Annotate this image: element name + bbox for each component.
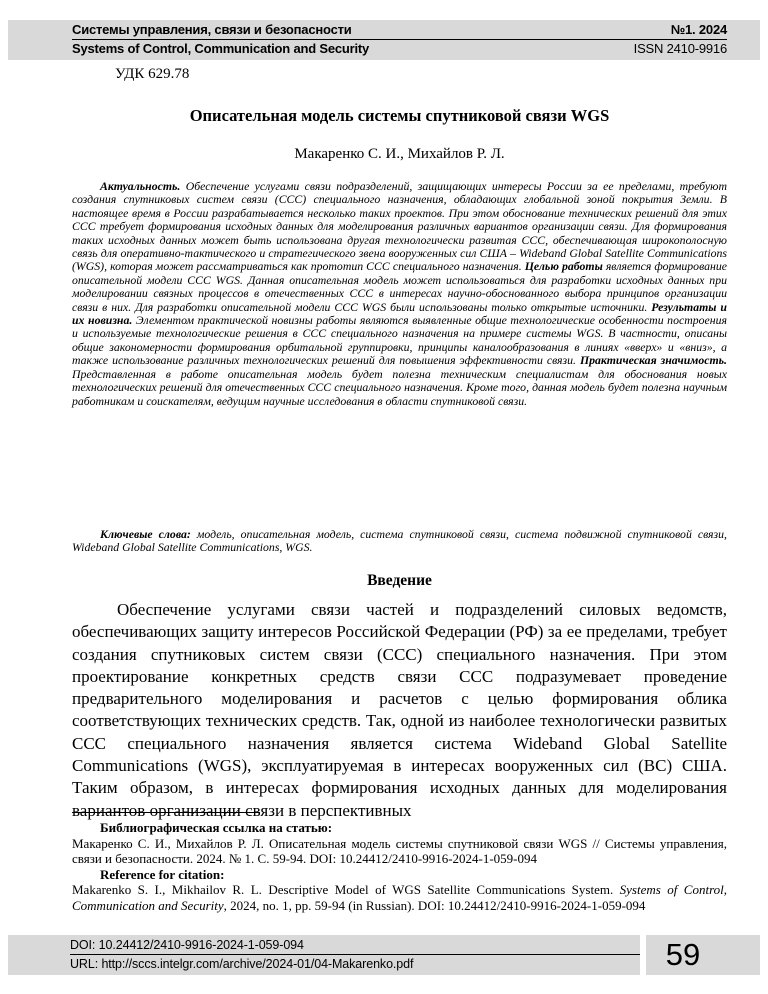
footer-identifier-band xyxy=(8,935,640,975)
keywords-text: модель, описательная модель, система спутниковой связи, система подвижной спутниковой связи, Wideband Global Satellite Communications, WGS. xyxy=(72,527,727,555)
citation-en-journal: Systems of Control, Communication and Security xyxy=(72,882,728,913)
abstract-relevance-label: Актуальность. xyxy=(100,179,181,193)
citation-text-ru: Макаренко С. И., Михайлов Р. Л. Описательная модель системы спутниковой связи WGS // Системы управления, связи и безопасности. 2024. № 1. С. 59-94. DOI: 10.24412/2410-9916-2024-1-059-094 xyxy=(72,835,727,867)
journal-title-en: Systems of Control, Communication and Security xyxy=(72,41,370,56)
abstract-results-text: Элементом практической новизны работы являются выявленные общие технологические особенности построения и используемые технологические решения в ССС специального назначения на примере системы WGS. В частности, описаны общие закономерности формирования орбитальной группировки, принципы каналообразования в линиях «вверх» и «вниз», а также использование различных технологических решений для повышения эффективности связи. xyxy=(72,313,728,368)
abstract-goal-text: является формирование описательной модели ССС WGS. Данная описательная модель может использоваться для разработки исходных данных при моделировании связных процессов в отечественных ССС в интересах научно-обоснованного выбора принципов организации связи в них. Для разработки описательной модели ССС WGS были использованы только открытые источники. xyxy=(72,259,727,314)
issn-number: ISSN 2410-9916 xyxy=(633,41,727,56)
citation-en-details: , 2024, no. 1, pp. 59-94 (in Russian). DOI: 10.24412/2410-9916-2024-1-059-094 xyxy=(223,897,646,913)
citation-label-en: Reference for citation: xyxy=(100,866,225,882)
keywords-paragraph xyxy=(72,528,727,555)
header-row-bottom xyxy=(72,41,727,57)
abstract-goal-label: Целью работы xyxy=(524,259,603,274)
journal-header-band xyxy=(8,20,760,60)
header-row-top xyxy=(72,22,727,38)
abstract-relevance-text: Обеспечение услугами связи подразделений, защищающих интересы России за ее пределами, требуют создания спутниковых систем связи (ССС) специального назначения, обладающих глобальной зоной покрытия Земли. В настоящее время в России разрабатывается несколько таких проектов. При этом обоснование технических решений для этих ССС требует формирования исходных данных для моделирования различных вариантов организации связи. Для формирования таких исходных данных может быть использована другая технологически развитая ССС, обеспечивающая широкополосную связь для оперативно-тактического и стратегического звена вооруженных сил США – Wideband Global Satellite Communications (WGS), которая может рассматриваться как прототип ССС специального назначения. xyxy=(72,179,727,274)
section-heading-introduction: Введение xyxy=(367,572,432,589)
header-divider-line xyxy=(72,39,727,40)
abstract-significance-text: Представленная в работе описательная модель будет полезна техническим специалистам для обоснования новых технологических решений для отечественных ССС специального назначения. Кроме того, данная модель будет полезна научным работникам и соискателям, ведущим научные исследования в области спутниковой связи. xyxy=(72,366,727,408)
article-authors: Макаренко С. И., Михайлов Р. Л. xyxy=(294,146,505,162)
citation-block xyxy=(72,820,727,914)
citation-label-ru: Библиографическая ссылка на статью: xyxy=(100,820,333,835)
page-number: 59 xyxy=(646,935,760,975)
abstract-paragraph xyxy=(72,180,727,408)
footer-doi: DOI: 10.24412/2410-9916-2024-1-059-094 xyxy=(70,935,640,955)
journal-title-ru: Системы управления, связи и безопасности xyxy=(72,22,352,37)
abstract-results-label: Результаты и их новизна. xyxy=(72,299,727,328)
footnote-separator-line xyxy=(72,812,260,813)
keywords-label: Ключевые слова: xyxy=(100,527,191,541)
abstract-significance-label: Практическая значимость. xyxy=(579,353,727,368)
footer-url: URL: http://sccs.intelgr.com/archive/2024-01/04-Makarenko.pdf xyxy=(70,957,414,971)
article-title: Описательная модель системы спутниковой связи WGS xyxy=(189,106,610,125)
citation-en-authors: Makarenko S. I., Mikhailov R. L. Descriptive Model of WGS Satellite Communications System. xyxy=(72,882,620,898)
introduction-paragraph: Обеспечение услугами связи частей и подразделений силовых ведомств, обеспечивающих защиту интересов Российской Федерации (РФ) за ее пределами, требует создания спутниковых систем связи (ССС) специального назначения. При этом проектирование конкретных средств связи ССС подразумевает проведение предварительного моделирования и расчетов с целью формирования облика соответствующих технических средств. Так, одной из наиболее технологически развитых ССС специального назначения является система Wideband Global Satellite Communications (WGS), эксплуатируемая в интересах вооруженных сил (ВС) США. Таким образом, в интересах формирования исходных данных для моделирования вариантов организации связи в перспективных xyxy=(72,600,727,820)
issue-number: №1. 2024 xyxy=(670,22,727,37)
citation-text-en xyxy=(72,882,727,913)
udc-code: УДК 629.78 xyxy=(115,66,190,82)
